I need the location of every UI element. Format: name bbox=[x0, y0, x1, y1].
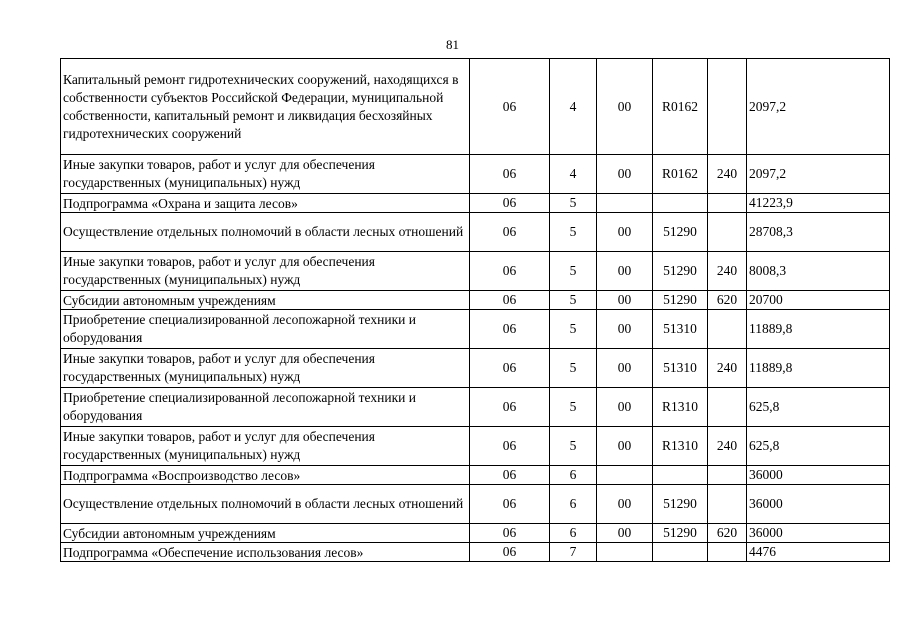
row-amount: 36000 bbox=[747, 485, 890, 524]
row-amount: 36000 bbox=[747, 466, 890, 485]
row-subsection: 6 bbox=[550, 485, 597, 524]
row-expense-type bbox=[708, 485, 747, 524]
row-amount: 2097,2 bbox=[747, 59, 890, 155]
row-expense-type: 240 bbox=[708, 349, 747, 388]
table-row bbox=[61, 155, 890, 194]
row-expense-type bbox=[708, 543, 747, 562]
row-expense-type bbox=[708, 194, 747, 213]
row-description: Субсидии автономным учреждениям bbox=[61, 524, 470, 543]
row-program: 00 bbox=[597, 349, 653, 388]
row-amount: 11889,8 bbox=[747, 349, 890, 388]
budget-table bbox=[60, 58, 890, 562]
row-section: 06 bbox=[470, 213, 550, 252]
row-expense-type: 240 bbox=[708, 252, 747, 291]
table-row bbox=[61, 349, 890, 388]
row-program: 00 bbox=[597, 213, 653, 252]
table-row bbox=[61, 310, 890, 349]
row-amount: 2097,2 bbox=[747, 155, 890, 194]
row-description: Подпрограмма «Воспроизводство лесов» bbox=[61, 466, 470, 485]
row-expense-type bbox=[708, 59, 747, 155]
row-description: Иные закупки товаров, работ и услуг для обеспечения государственных (муниципальных) нужд bbox=[61, 427, 470, 466]
row-program: 00 bbox=[597, 310, 653, 349]
page-number: 81 bbox=[446, 37, 459, 52]
row-subsection: 5 bbox=[550, 388, 597, 427]
row-amount: 36000 bbox=[747, 524, 890, 543]
row-section: 06 bbox=[470, 349, 550, 388]
row-subsection: 5 bbox=[550, 213, 597, 252]
row-subsection: 4 bbox=[550, 59, 597, 155]
row-section: 06 bbox=[470, 155, 550, 194]
row-subsection: 5 bbox=[550, 427, 597, 466]
row-program: 00 bbox=[597, 252, 653, 291]
row-amount: 11889,8 bbox=[747, 310, 890, 349]
row-target: R0162 bbox=[653, 155, 708, 194]
row-program: 00 bbox=[597, 59, 653, 155]
row-target: 51290 bbox=[653, 291, 708, 310]
row-description: Подпрограмма «Обеспечение использования лесов» bbox=[61, 543, 470, 562]
row-description: Иные закупки товаров, работ и услуг для обеспечения государственных (муниципальных) нужд bbox=[61, 252, 470, 291]
row-target: 51290 bbox=[653, 213, 708, 252]
row-program: 00 bbox=[597, 485, 653, 524]
row-program: 00 bbox=[597, 388, 653, 427]
row-subsection: 7 bbox=[550, 543, 597, 562]
row-target: R1310 bbox=[653, 427, 708, 466]
table-row bbox=[61, 194, 890, 213]
row-expense-type bbox=[708, 213, 747, 252]
table-row bbox=[61, 291, 890, 310]
row-program: 00 bbox=[597, 427, 653, 466]
row-subsection: 5 bbox=[550, 349, 597, 388]
row-expense-type: 620 bbox=[708, 524, 747, 543]
row-section: 06 bbox=[470, 524, 550, 543]
row-expense-type bbox=[708, 466, 747, 485]
table-row bbox=[61, 485, 890, 524]
row-subsection: 6 bbox=[550, 524, 597, 543]
row-description: Приобретение специализированной лесопожарной техники и оборудования bbox=[61, 310, 470, 349]
table-row bbox=[61, 427, 890, 466]
row-program bbox=[597, 194, 653, 213]
row-expense-type: 620 bbox=[708, 291, 747, 310]
table-row bbox=[61, 252, 890, 291]
row-description: Субсидии автономным учреждениям bbox=[61, 291, 470, 310]
row-description: Капитальный ремонт гидротехнических сооружений, находящихся в собственности субъектов Российской Федерации, муниципальной собственности, капитальный ремонт и ликвидация бесхозяйных гидротехнических сооружений bbox=[61, 59, 470, 155]
table-row bbox=[61, 59, 890, 155]
row-target bbox=[653, 543, 708, 562]
row-section: 06 bbox=[470, 291, 550, 310]
row-subsection: 5 bbox=[550, 291, 597, 310]
row-program bbox=[597, 543, 653, 562]
row-section: 06 bbox=[470, 252, 550, 291]
table-row bbox=[61, 543, 890, 562]
row-target: 51290 bbox=[653, 252, 708, 291]
row-description: Подпрограмма «Охрана и защита лесов» bbox=[61, 194, 470, 213]
row-target bbox=[653, 194, 708, 213]
row-description: Приобретение специализированной лесопожарной техники и оборудования bbox=[61, 388, 470, 427]
row-expense-type: 240 bbox=[708, 427, 747, 466]
row-section: 06 bbox=[470, 310, 550, 349]
row-target: R0162 bbox=[653, 59, 708, 155]
row-target: 51290 bbox=[653, 524, 708, 543]
row-program bbox=[597, 466, 653, 485]
row-expense-type: 240 bbox=[708, 155, 747, 194]
row-target: R1310 bbox=[653, 388, 708, 427]
row-subsection: 5 bbox=[550, 252, 597, 291]
row-target: 51310 bbox=[653, 310, 708, 349]
row-description: Иные закупки товаров, работ и услуг для обеспечения государственных (муниципальных) нужд bbox=[61, 155, 470, 194]
row-description: Осуществление отдельных полномочий в области лесных отношений bbox=[61, 213, 470, 252]
row-target: 51290 bbox=[653, 485, 708, 524]
row-subsection: 5 bbox=[550, 194, 597, 213]
table-row bbox=[61, 213, 890, 252]
row-amount: 28708,3 bbox=[747, 213, 890, 252]
row-target bbox=[653, 466, 708, 485]
row-amount: 4476 bbox=[747, 543, 890, 562]
row-description: Иные закупки товаров, работ и услуг для обеспечения государственных (муниципальных) нужд bbox=[61, 349, 470, 388]
row-amount: 20700 bbox=[747, 291, 890, 310]
row-subsection: 6 bbox=[550, 466, 597, 485]
row-subsection: 5 bbox=[550, 310, 597, 349]
row-program: 00 bbox=[597, 155, 653, 194]
row-amount: 41223,9 bbox=[747, 194, 890, 213]
row-section: 06 bbox=[470, 194, 550, 213]
row-amount: 8008,3 bbox=[747, 252, 890, 291]
row-section: 06 bbox=[470, 59, 550, 155]
table-row bbox=[61, 524, 890, 543]
row-amount: 625,8 bbox=[747, 427, 890, 466]
table-row bbox=[61, 466, 890, 485]
row-expense-type bbox=[708, 388, 747, 427]
row-expense-type bbox=[708, 310, 747, 349]
row-section: 06 bbox=[470, 543, 550, 562]
row-program: 00 bbox=[597, 291, 653, 310]
row-description: Осуществление отдельных полномочий в области лесных отношений bbox=[61, 485, 470, 524]
row-section: 06 bbox=[470, 485, 550, 524]
table-row bbox=[61, 388, 890, 427]
row-target: 51310 bbox=[653, 349, 708, 388]
row-subsection: 4 bbox=[550, 155, 597, 194]
row-program: 00 bbox=[597, 524, 653, 543]
row-section: 06 bbox=[470, 388, 550, 427]
row-section: 06 bbox=[470, 427, 550, 466]
row-amount: 625,8 bbox=[747, 388, 890, 427]
row-section: 06 bbox=[470, 466, 550, 485]
